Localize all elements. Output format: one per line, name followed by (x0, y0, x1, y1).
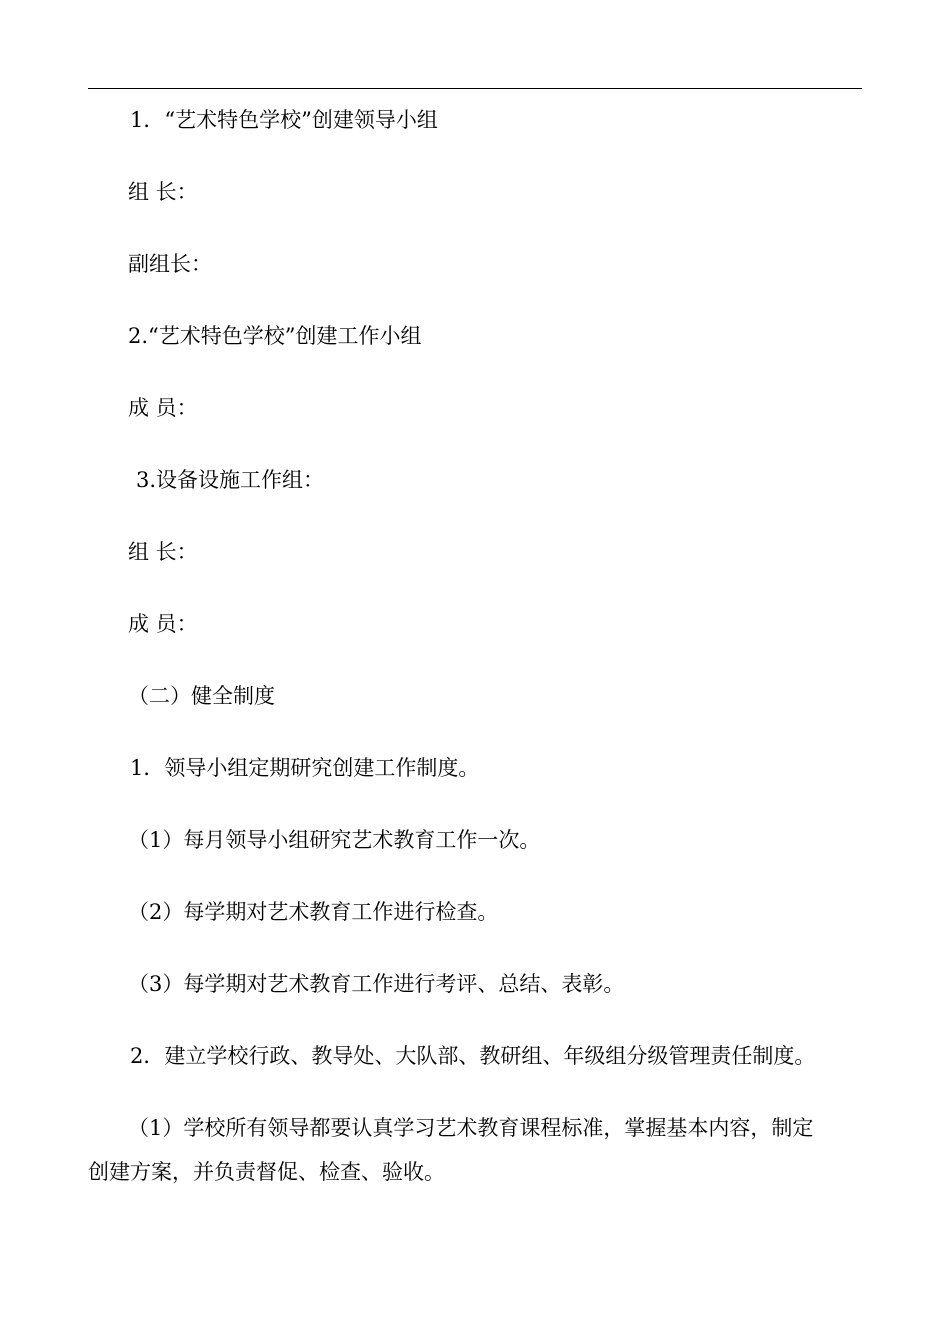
group-leader-label: 组 长： (128, 180, 198, 204)
heading-facilities-group: 3.设备设施工作组： (136, 468, 325, 492)
subitem-semester-evaluation: （3）每学期对艺术教育工作进行考评、总结、表彰。 (128, 972, 625, 996)
paragraph-row-1: （1）学校所有领导都要认真学习艺术教育课程标准，掌握基本内容，制定 (128, 1116, 814, 1140)
facilities-members-label: 成 员： (128, 612, 198, 636)
paragraph-row-2: 创建方案，并负责督促、检查、验收。 (88, 1160, 445, 1184)
heading-leadership-group: 1．“艺术特色学校”创建领导小组 (130, 108, 438, 132)
subitem-monthly-research: （1）每月领导小组研究艺术教育工作一次。 (128, 828, 541, 852)
members-label: 成 员： (128, 396, 198, 420)
deputy-leader-label: 副组长： (128, 252, 212, 276)
header-rule (88, 88, 862, 89)
subitem-semester-check: （2）每学期对艺术教育工作进行检查。 (128, 900, 499, 924)
item-management-system: 2．建立学校行政、教导处、大队部、教研组、年级组分级管理责任制度。 (130, 1044, 816, 1068)
facilities-leader-label: 组 长： (128, 540, 198, 564)
paragraph-leaders-study (88, 1114, 862, 1186)
section-heading-system: （二）健全制度 (128, 684, 275, 708)
item-research-system: 1．领导小组定期研究创建工作制度。 (130, 756, 480, 780)
heading-working-group: 2.“艺术特色学校”创建工作小组 (128, 324, 422, 348)
